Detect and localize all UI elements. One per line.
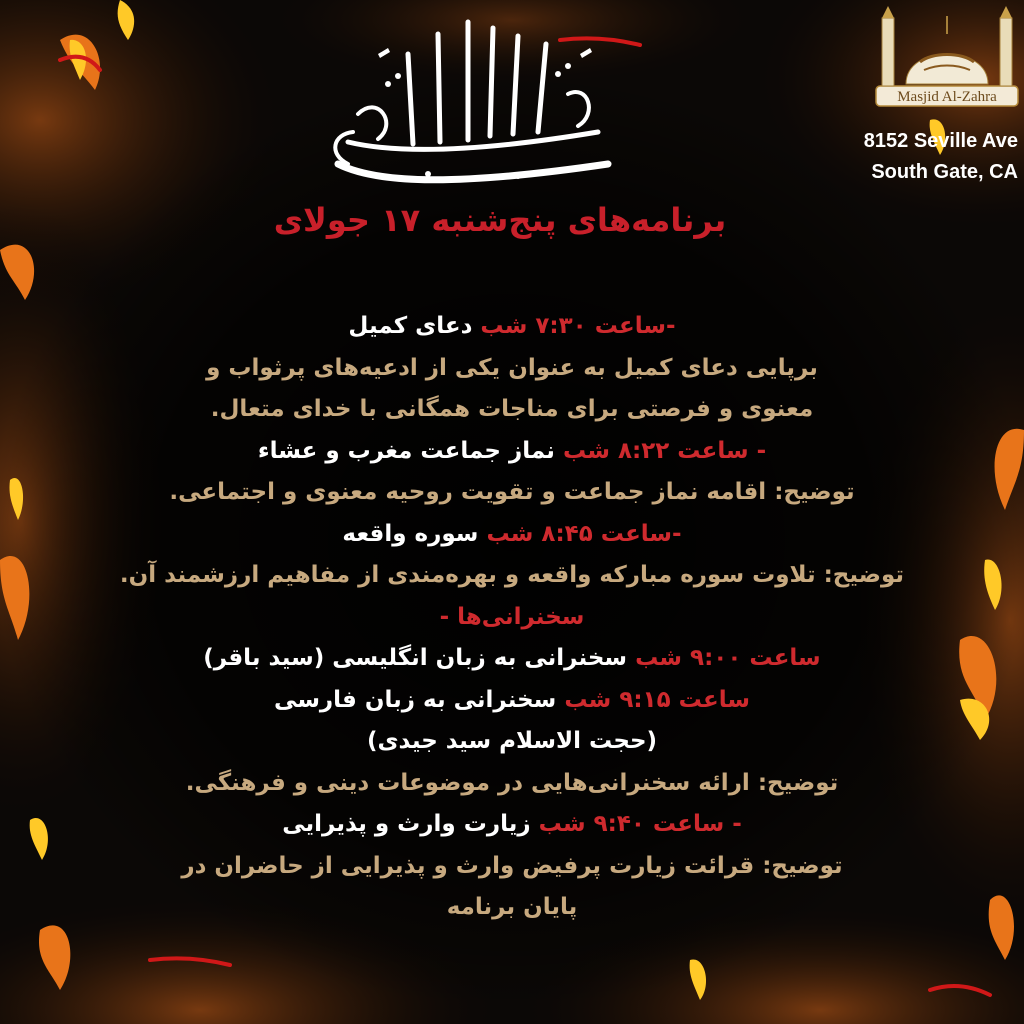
- address-line-1: 8152 Seville Ave: [863, 130, 1018, 152]
- waqiah-name: سوره واقعه: [342, 520, 479, 547]
- farsi-lecture: [60, 680, 964, 722]
- ziyarat-time: - ساعت ۹:۴۰ شب: [538, 811, 742, 837]
- page-title: برنامه‌های پنج‌شنبه ۱۷ جولای: [273, 201, 727, 239]
- prayer-time: - ساعت ۸:۲۲ شب: [562, 437, 767, 464]
- english-lecture: [60, 638, 964, 680]
- kumayl-time: -ساعت ۷:۳۰ شب: [480, 313, 676, 339]
- ziyarat-name: زیارت وارث و پذیرایی: [282, 811, 531, 837]
- prayer-heading: [60, 431, 964, 473]
- ziyarat-description-1: توضیح: قرائت زیارت پرفیض وارث و پذیرایی از حاضران در: [181, 852, 843, 879]
- waqiah-heading: [60, 514, 964, 556]
- prayer-name: نماز جماعت مغرب و عشاء: [257, 437, 555, 464]
- ziyarat-description-2: پایان برنامه: [446, 894, 578, 920]
- kumayl-name: دعای کمیل: [348, 313, 473, 339]
- address-block: [818, 126, 1018, 188]
- kumayl-description-1: برپایی دعای کمیل به عنوان یکی از ادعیه‌های پرثواب و: [206, 354, 818, 381]
- farsi-lecture-time: ساعت ۹:۱۵ شب: [564, 686, 750, 713]
- english-lecture-name: سخنرانی به زبان انگلیسی (سید باقر): [203, 645, 628, 671]
- masjid-al-zahra-logo: [872, 4, 1022, 108]
- waqiah-description: توضیح: تلاوت سوره مبارکه واقعه و بهره‌مندی از مفاهیم ارزشمند آن.: [119, 562, 905, 588]
- farsi-lecture-speaker: (حجت الاسلام سید جیدی): [366, 728, 658, 754]
- address-line-2: South Gate, CA: [871, 161, 1018, 183]
- english-lecture-time: ساعت ۹:۰۰ شب: [635, 645, 821, 671]
- farsi-lecture-name: سخنرانی به زبان فارسی: [274, 686, 557, 713]
- waqiah-time: -ساعت ۸:۴۵ شب: [486, 520, 682, 547]
- program-schedule: [60, 306, 964, 929]
- prayer-description: توضیح: اقامه نماز جماعت و تقویت روحیه معنوی و اجتماعی.: [169, 479, 855, 505]
- svg-text:Masjid Al-Zahra: Masjid Al-Zahra: [897, 89, 997, 105]
- lectures-description: توضیح: ارائه سخنرانی‌هایی در موضوعات دینی و فرهنگی.: [185, 769, 839, 796]
- ziyarat-heading: [60, 804, 964, 846]
- bismillah-calligraphy: [318, 14, 628, 194]
- kumayl-description-2: معنوی و فرصتی برای مناجات همگانی با خدای متعال.: [210, 396, 814, 422]
- kumayl-heading: [60, 306, 964, 348]
- lectures-heading: سخنرانی‌ها -: [439, 603, 585, 630]
